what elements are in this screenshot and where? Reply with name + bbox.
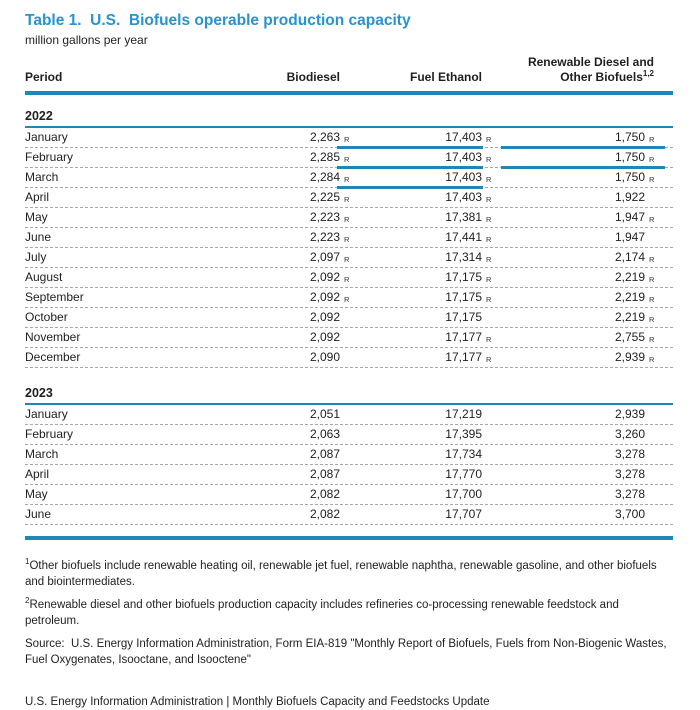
biodiesel-value: 2,223 xyxy=(309,210,340,224)
revised-marker: R xyxy=(344,295,350,304)
revision-marker-slot xyxy=(482,288,499,307)
renewable-diesel-value: 1,947 xyxy=(614,210,645,224)
revision-marker-slot xyxy=(645,248,662,267)
table-bottom-rule xyxy=(25,536,673,540)
revision-marker-slot xyxy=(340,405,357,424)
renewable-diesel-value: 2,755 xyxy=(614,330,645,344)
revision-marker-slot xyxy=(482,445,499,464)
revision-marker-slot xyxy=(645,228,662,247)
period-cell: February xyxy=(25,150,74,164)
fuel-ethanol-value: 17,314 xyxy=(445,250,482,264)
fuel-ethanol-value: 17,403 xyxy=(445,190,482,204)
column-header-renewable-diesel xyxy=(499,55,665,85)
revision-marker-slot xyxy=(645,168,662,187)
renewable-diesel-value: 1,922 xyxy=(614,190,645,204)
table-units: million gallons per year xyxy=(25,33,148,47)
biodiesel-value: 2,284 xyxy=(309,170,340,184)
revised-marker: R xyxy=(486,155,492,164)
table-row xyxy=(25,445,673,465)
renewable-diesel-value: 3,260 xyxy=(614,427,645,441)
fuel-ethanol-value: 17,175 xyxy=(445,310,482,324)
revision-marker-slot xyxy=(645,188,662,207)
revision-marker-slot xyxy=(645,328,662,347)
revision-marker-slot xyxy=(482,505,499,524)
fuel-ethanol-value: 17,403 xyxy=(445,130,482,144)
fuel-ethanol-value: 17,770 xyxy=(445,467,482,481)
table-header-row xyxy=(25,55,673,95)
revised-marker: R xyxy=(344,135,350,144)
revision-marker-slot xyxy=(340,168,357,187)
biodiesel-value: 2,263 xyxy=(309,130,340,144)
column-header-biodiesel: Biodiesel xyxy=(286,70,340,84)
fuel-ethanol-value: 17,381 xyxy=(445,210,482,224)
period-cell: May xyxy=(25,487,48,501)
table-row xyxy=(25,208,673,228)
renewable-diesel-value: 3,278 xyxy=(614,467,645,481)
renewable-diesel-value: 2,219 xyxy=(614,310,645,324)
revised-marker: R xyxy=(486,175,492,184)
column-header-renewable-line2: Other Biofuels$^{1,2}$ xyxy=(560,69,654,84)
revision-marker-slot xyxy=(340,248,357,267)
period-cell: May xyxy=(25,210,48,224)
period-cell: March xyxy=(25,447,59,461)
biodiesel-value: 2,051 xyxy=(309,407,340,421)
revision-marker-slot xyxy=(340,148,357,167)
table-row xyxy=(25,405,673,425)
revision-marker-slot xyxy=(645,505,662,524)
revision-marker-slot xyxy=(340,288,357,307)
revised-marker: R xyxy=(344,175,350,184)
revision-marker-slot xyxy=(482,228,499,247)
table-row xyxy=(25,148,673,168)
revision-marker-slot xyxy=(645,308,662,327)
revised-marker: R xyxy=(649,255,655,264)
table-row xyxy=(25,505,673,525)
revision-marker-slot xyxy=(340,128,357,147)
revision-marker-slot xyxy=(482,208,499,227)
table-row xyxy=(25,328,673,348)
revised-marker: R xyxy=(486,195,492,204)
biodiesel-value: 2,225 xyxy=(309,190,340,204)
revision-marker-slot xyxy=(482,148,499,167)
revision-marker-slot xyxy=(482,328,499,347)
period-cell: August xyxy=(25,270,63,284)
period-cell: November xyxy=(25,330,81,344)
footnote-reference: 1,2 xyxy=(642,69,654,78)
table-row xyxy=(25,128,673,148)
revision-marker-slot xyxy=(645,445,662,464)
table-row xyxy=(25,268,673,288)
column-header-fuel-ethanol: Fuel Ethanol xyxy=(410,70,482,84)
biodiesel-value: 2,097 xyxy=(309,250,340,264)
period-cell: September xyxy=(25,290,84,304)
table-row xyxy=(25,308,673,328)
fuel-ethanol-value: 17,175 xyxy=(445,270,482,284)
year-header: 2022 xyxy=(25,95,673,128)
biodiesel-value: 2,285 xyxy=(309,150,340,164)
revision-marker-slot xyxy=(340,445,357,464)
period-cell: October xyxy=(25,310,68,324)
revised-marker: R xyxy=(486,135,492,144)
revision-marker-slot xyxy=(340,268,357,287)
biodiesel-value: 2,087 xyxy=(309,447,340,461)
renewable-diesel-value: 3,278 xyxy=(614,487,645,501)
revision-marker-slot xyxy=(645,485,662,504)
fuel-ethanol-value: 17,403 xyxy=(445,150,482,164)
revision-marker-slot xyxy=(645,288,662,307)
revision-marker-slot xyxy=(340,228,357,247)
revision-marker-slot xyxy=(340,485,357,504)
table-row xyxy=(25,168,673,188)
fuel-ethanol-value: 17,177 xyxy=(445,350,482,364)
revision-marker-slot xyxy=(340,188,357,207)
revision-marker-slot xyxy=(340,328,357,347)
revised-marker: R xyxy=(344,215,350,224)
revised-marker: R xyxy=(344,275,350,284)
revised-marker: R xyxy=(344,235,350,244)
table-container xyxy=(25,11,673,710)
fuel-ethanol-value: 17,177 xyxy=(445,330,482,344)
footnotes xyxy=(25,559,670,629)
table-row xyxy=(25,465,673,485)
revised-marker: R xyxy=(486,335,492,344)
revision-marker-slot xyxy=(482,425,499,444)
table-body xyxy=(25,95,673,525)
biodiesel-value: 2,090 xyxy=(309,350,340,364)
renewable-diesel-value: 1,750 xyxy=(614,150,645,164)
page-footer: U.S. Energy Information Administration | Monthly Biofuels Capacity and Feedstocks Update xyxy=(25,696,490,708)
footnote-1: $^1$Other biofuels include renewable heating oil, renewable jet fuel, renewable naphtha, renewable gasoline, and other biofuels and biointermediates. xyxy=(25,557,657,588)
biodiesel-value: 2,092 xyxy=(309,290,340,304)
revision-marker-slot xyxy=(482,168,499,187)
renewable-diesel-value: 2,939 xyxy=(614,350,645,364)
revised-marker: R xyxy=(486,255,492,264)
revision-marker-slot xyxy=(645,268,662,287)
fuel-ethanol-value: 17,403 xyxy=(445,170,482,184)
revised-marker: R xyxy=(344,155,350,164)
revised-marker: R xyxy=(649,175,655,184)
table-row xyxy=(25,348,673,368)
revision-marker-slot xyxy=(645,208,662,227)
renewable-diesel-value: 1,750 xyxy=(614,170,645,184)
revision-marker-slot xyxy=(482,188,499,207)
column-header-period: Period xyxy=(25,70,63,84)
revision-marker-slot xyxy=(645,405,662,424)
revision-marker-slot xyxy=(340,308,357,327)
revised-marker: R xyxy=(649,355,655,364)
revised-marker: R xyxy=(344,255,350,264)
revision-marker-slot xyxy=(645,128,662,147)
revision-marker-slot xyxy=(340,208,357,227)
revision-marker-slot xyxy=(645,425,662,444)
revised-marker: R xyxy=(649,315,655,324)
biodiesel-value: 2,092 xyxy=(309,270,340,284)
revision-marker-slot xyxy=(482,248,499,267)
table-row xyxy=(25,228,673,248)
period-cell: April xyxy=(25,190,50,204)
fuel-ethanol-value: 17,175 xyxy=(445,290,482,304)
revised-marker: R xyxy=(486,215,492,224)
footnote-superscript: 2 xyxy=(25,596,30,606)
renewable-diesel-value: 2,219 xyxy=(614,290,645,304)
period-cell: June xyxy=(25,507,52,521)
period-cell: June xyxy=(25,230,52,244)
period-cell: July xyxy=(25,250,47,264)
revision-marker-slot xyxy=(340,425,357,444)
renewable-diesel-value: 2,219 xyxy=(614,270,645,284)
fuel-ethanol-value: 17,734 xyxy=(445,447,482,461)
period-cell: March xyxy=(25,170,59,184)
revision-marker-slot xyxy=(482,348,499,367)
revised-marker: R xyxy=(649,135,655,144)
renewable-diesel-value: 1,750 xyxy=(614,130,645,144)
fuel-ethanol-value: 17,707 xyxy=(445,507,482,521)
table-row xyxy=(25,188,673,208)
biodiesel-value: 2,223 xyxy=(309,230,340,244)
biodiesel-value: 2,087 xyxy=(309,467,340,481)
revision-marker-slot xyxy=(482,405,499,424)
year-header: 2023 xyxy=(25,368,673,405)
table-row xyxy=(25,248,673,268)
period-cell: February xyxy=(25,427,74,441)
revised-marker: R xyxy=(649,335,655,344)
fuel-ethanol-value: 17,395 xyxy=(445,427,482,441)
table-row xyxy=(25,485,673,505)
revised-marker: R xyxy=(486,275,492,284)
period-cell: April xyxy=(25,467,50,481)
revision-marker-slot xyxy=(482,485,499,504)
revised-marker: R xyxy=(344,195,350,204)
revised-marker: R xyxy=(649,295,655,304)
biodiesel-value: 2,063 xyxy=(309,427,340,441)
revision-marker-slot xyxy=(482,268,499,287)
renewable-diesel-value: 2,174 xyxy=(614,250,645,264)
revised-marker: R xyxy=(486,355,492,364)
footnote-superscript: 1 xyxy=(25,557,30,567)
revision-marker-slot xyxy=(482,465,499,484)
period-cell: January xyxy=(25,407,68,421)
revision-marker-slot xyxy=(482,128,499,147)
fuel-ethanol-value: 17,700 xyxy=(445,487,482,501)
revision-marker-slot xyxy=(340,505,357,524)
table-title: Table 1. U.S. Biofuels operable production capacity xyxy=(25,12,411,29)
revision-marker-slot xyxy=(645,148,662,167)
revised-marker: R xyxy=(486,235,492,244)
biodiesel-value: 2,082 xyxy=(309,487,340,501)
period-cell: December xyxy=(25,350,81,364)
biodiesel-value: 2,082 xyxy=(309,507,340,521)
fuel-ethanol-value: 17,219 xyxy=(445,407,482,421)
revised-marker: R xyxy=(649,155,655,164)
footnote-2: $^2$Renewable diesel and other biofuels production capacity includes refineries co-processing renewable feedstock and petroleum. xyxy=(25,596,619,627)
biodiesel-value: 2,092 xyxy=(309,330,340,344)
table-row xyxy=(25,425,673,445)
renewable-diesel-value: 3,700 xyxy=(614,507,645,521)
revision-marker-slot xyxy=(340,465,357,484)
renewable-diesel-value: 3,278 xyxy=(614,447,645,461)
revision-marker-slot xyxy=(340,348,357,367)
table-row xyxy=(25,288,673,308)
revised-marker: R xyxy=(486,295,492,304)
biodiesel-value: 2,092 xyxy=(309,310,340,324)
renewable-diesel-value: 2,939 xyxy=(614,407,645,421)
revision-marker-slot xyxy=(482,308,499,327)
period-cell: January xyxy=(25,130,68,144)
fuel-ethanol-value: 17,441 xyxy=(445,230,482,244)
revision-marker-slot xyxy=(645,465,662,484)
source-note: Source: U.S. Energy Information Administration, Form EIA-819 "Monthly Report of Biofuels, Fuels from Non-Biogenic Wastes, Fuel Oxygenates, Isooctane, and Isooctene" xyxy=(25,638,670,666)
renewable-diesel-value: 1,947 xyxy=(614,230,645,244)
column-header-renewable-line1: Renewable Diesel and xyxy=(527,55,654,69)
revised-marker: R xyxy=(649,275,655,284)
revised-marker: R xyxy=(649,215,655,224)
revision-marker-slot xyxy=(645,348,662,367)
